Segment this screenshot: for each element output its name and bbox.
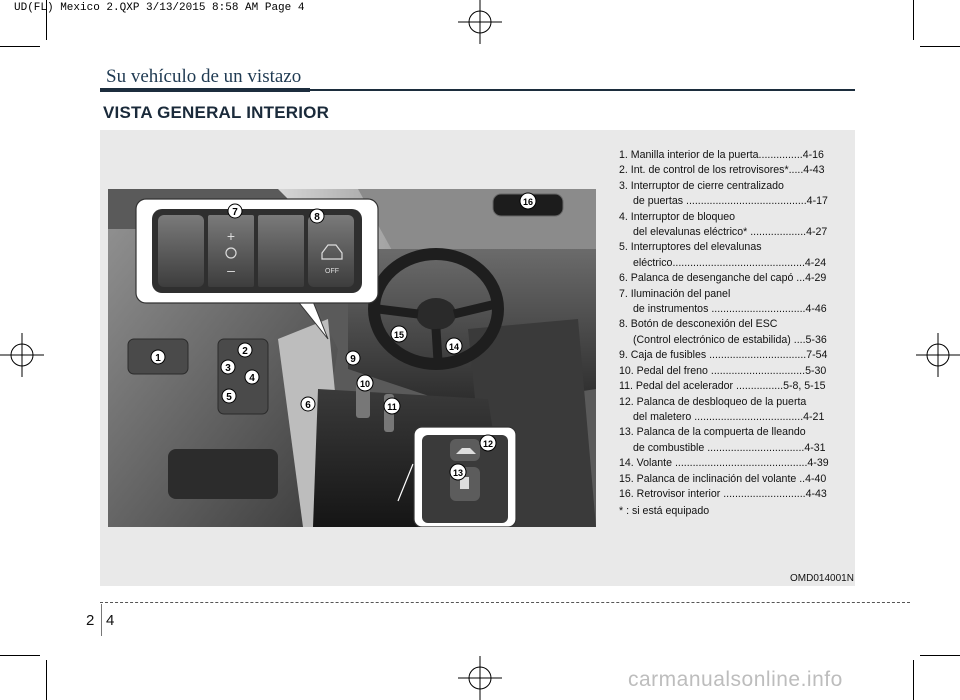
callout-13 xyxy=(450,464,466,480)
legend-item-13: 13. Palanca de la compuerta de lleando de combustible .................................4-31 xyxy=(619,426,826,454)
svg-text:4: 4 xyxy=(249,373,255,384)
section-header xyxy=(100,62,855,96)
svg-text:1: 1 xyxy=(155,353,161,364)
crop-mark-top-left-h xyxy=(0,46,40,47)
callout-8 xyxy=(310,209,324,223)
svg-text:11: 11 xyxy=(387,402,397,412)
callout-1 xyxy=(151,350,165,364)
callout-7 xyxy=(228,204,242,218)
legend-item-10: 10. Pedal del freno ................................5-30 xyxy=(619,364,827,377)
legend-item-9: 9. Caja de fusibles .................................7-54 xyxy=(619,349,828,362)
callout-14 xyxy=(446,338,462,354)
svg-text:13: 13 xyxy=(452,468,464,478)
figure-code: OMD014001N xyxy=(790,573,854,584)
callout-4 xyxy=(245,370,259,384)
legend-item-2: 2. Int. de control de los retrovisores*.....4-43 xyxy=(619,164,825,177)
legend-item-11: 11. Pedal del acelerador ................5-8, 5-15 xyxy=(619,380,826,393)
legend-footnote: * : si está equipado xyxy=(619,505,710,518)
component-legend xyxy=(619,148,851,520)
esc-off-label: OFF xyxy=(325,268,339,275)
svg-text:2: 2 xyxy=(242,346,248,357)
registration-mark-bottom xyxy=(458,656,502,700)
svg-text:10: 10 xyxy=(359,379,371,389)
page-number-divider xyxy=(101,604,102,636)
svg-text:5: 5 xyxy=(226,392,232,403)
callout-15 xyxy=(391,326,407,342)
callout-12 xyxy=(480,435,496,451)
page-heading: VISTA GENERAL INTERIOR xyxy=(103,103,330,122)
callout-16 xyxy=(520,193,536,209)
svg-text:9: 9 xyxy=(350,354,356,365)
dimmer-minus-label: – xyxy=(227,262,235,278)
legend-item-3: 3. Interruptor de cierre centralizado de puertas .........................................4-17 xyxy=(619,179,828,208)
chapter-number: 2 xyxy=(86,612,95,629)
legend-item-5: 5. Interruptores del elevalunas eléctrico.............................................4-24 xyxy=(619,241,827,269)
callout-2 xyxy=(238,343,252,357)
callout-6 xyxy=(301,397,315,411)
callout-10 xyxy=(357,375,373,391)
callout-3 xyxy=(221,360,235,374)
svg-text:12: 12 xyxy=(482,439,494,449)
callout-5 xyxy=(222,389,236,403)
crop-mark-top-right-v xyxy=(913,0,914,40)
legend-item-4: 4. Interruptor de bloqueo del elevalunas eléctrico* ...................4-27 xyxy=(619,210,828,239)
svg-text:8: 8 xyxy=(314,212,320,223)
dimmer-plus-label: + xyxy=(226,228,236,244)
crop-mark-bottom-left-h xyxy=(0,655,40,656)
legend-item-7: 7. Iluminación del panel de instrumentos ................................4-46 xyxy=(619,287,827,316)
crop-mark-bottom-right-h xyxy=(920,655,960,656)
legend-item-16: 16. Retrovisor interior ............................4-43 xyxy=(619,487,827,500)
svg-text:16: 16 xyxy=(522,197,534,207)
legend-item-12: 12. Palanca de desbloqueo de la puerta del maletero .....................................4-21 xyxy=(619,395,825,423)
footer-rule xyxy=(100,602,910,603)
crop-mark-top-right-h xyxy=(920,46,960,47)
svg-text:6: 6 xyxy=(305,400,311,411)
print-slug: UD(FL) Mexico 2.QXP 3/13/2015 8:58 AM Page 4 xyxy=(14,2,305,14)
legend-item-15: 15. Palanca de inclinación del volante ..4-40 xyxy=(619,472,827,485)
callout-11 xyxy=(384,398,400,414)
callout-9 xyxy=(346,351,360,365)
page-number: 4 xyxy=(106,612,115,629)
crop-mark-bottom-right-v xyxy=(913,660,914,700)
header-bar-thin xyxy=(310,89,855,91)
registration-mark-left xyxy=(0,333,44,377)
legend-item-14: 14. Volante .............................................4-39 xyxy=(619,457,829,470)
legend-item-8: 8. Botón de desconexión del ESC (Control electrónico de estabilida) ....5-36 xyxy=(619,318,827,346)
registration-mark-right xyxy=(916,333,960,377)
svg-text:15: 15 xyxy=(393,330,405,340)
legend-item-1: 1. Manilla interior de la puerta...............4-16 xyxy=(619,149,824,161)
svg-text:7: 7 xyxy=(232,207,238,218)
svg-text:3: 3 xyxy=(225,363,231,374)
interior-illustration xyxy=(108,189,596,527)
registration-mark-top xyxy=(458,0,502,44)
section-title: Su vehículo de un vistazo xyxy=(106,66,302,87)
crop-mark-bottom-left-v xyxy=(46,660,47,700)
watermark: carmanualsonline.info xyxy=(628,668,843,691)
header-bar-thick xyxy=(100,88,310,92)
svg-text:14: 14 xyxy=(448,342,460,352)
legend-item-6: 6. Palanca de desenganche del capó ...4-29 xyxy=(619,272,827,285)
